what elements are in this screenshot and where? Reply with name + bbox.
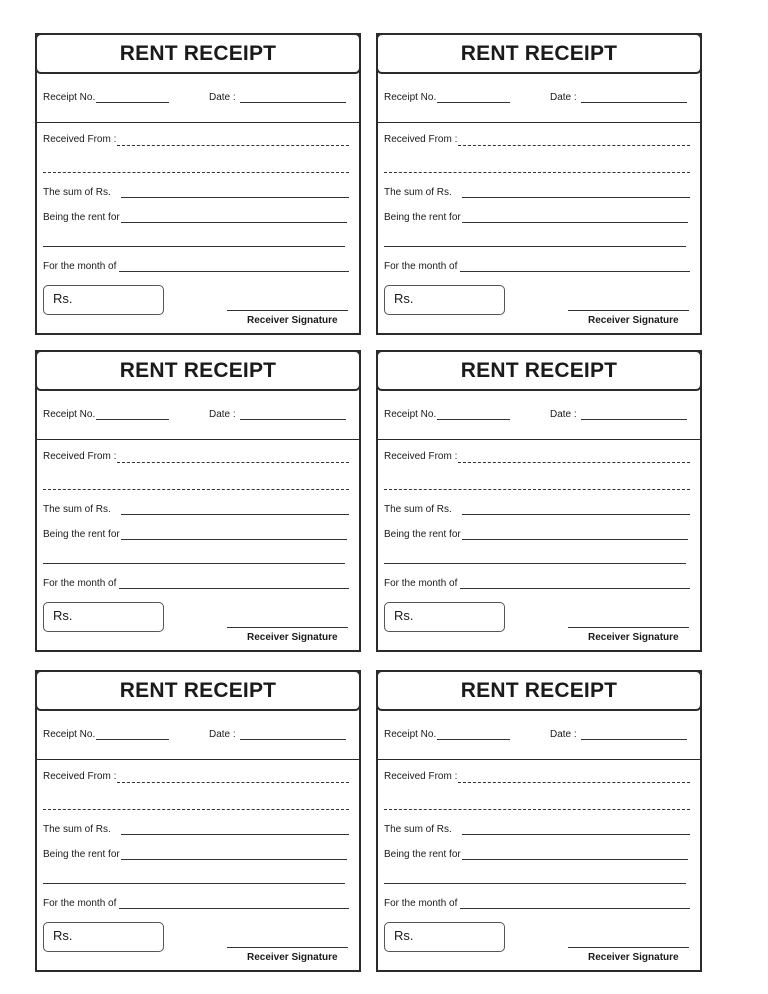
date-label: Date : <box>550 729 577 740</box>
receipt-no-label: Receipt No. <box>43 409 96 420</box>
received-from-label: Received From : <box>384 771 458 782</box>
month-label: For the month of <box>384 578 458 589</box>
receipt-no-label: Receipt No. <box>43 729 96 740</box>
rent-receipt <box>35 350 361 652</box>
amount-box[interactable]: Rs. <box>43 922 164 952</box>
sum-label: The sum of Rs. <box>384 504 452 515</box>
date-field[interactable] <box>240 419 346 420</box>
rent-for-field[interactable] <box>462 539 688 540</box>
receipt-title: RENT RECEIPT <box>376 33 702 74</box>
signature-label: Receiver Signature <box>588 315 679 326</box>
date-field[interactable] <box>581 102 687 103</box>
receipt-no-label: Receipt No. <box>43 92 96 103</box>
received-from-label: Received From : <box>43 771 117 782</box>
month-label: For the month of <box>384 898 458 909</box>
rent-for-field-continued[interactable] <box>384 563 686 564</box>
received-from-field-continued[interactable] <box>384 172 690 173</box>
month-field[interactable] <box>460 908 690 909</box>
rent-for-field-continued[interactable] <box>43 883 345 884</box>
rent-for-field[interactable] <box>121 539 347 540</box>
received-from-label: Received From : <box>384 134 458 145</box>
sum-field[interactable] <box>462 197 690 198</box>
sum-field[interactable] <box>121 834 349 835</box>
received-from-field-continued[interactable] <box>384 809 690 810</box>
date-label: Date : <box>209 729 236 740</box>
received-from-label: Received From : <box>43 134 117 145</box>
month-label: For the month of <box>43 898 117 909</box>
rent-for-field-continued[interactable] <box>43 563 345 564</box>
receipt-no-field[interactable] <box>96 739 169 740</box>
date-field[interactable] <box>581 419 687 420</box>
signature-line[interactable] <box>227 627 348 628</box>
received-from-field[interactable] <box>458 462 690 463</box>
section-divider <box>37 439 359 440</box>
date-label: Date : <box>209 92 236 103</box>
signature-line[interactable] <box>227 310 348 311</box>
sum-field[interactable] <box>121 197 349 198</box>
month-label: For the month of <box>43 261 117 272</box>
received-from-field[interactable] <box>117 462 349 463</box>
receipt-no-field[interactable] <box>96 102 169 103</box>
received-from-field[interactable] <box>458 145 690 146</box>
sum-label: The sum of Rs. <box>43 824 111 835</box>
section-divider <box>37 759 359 760</box>
section-divider <box>378 122 700 123</box>
amount-box[interactable]: Rs. <box>384 285 505 315</box>
received-from-field-continued[interactable] <box>384 489 690 490</box>
rent-for-label: Being the rent for <box>43 212 120 223</box>
received-from-label: Received From : <box>384 451 458 462</box>
month-field[interactable] <box>460 588 690 589</box>
rent-for-label: Being the rent for <box>43 529 120 540</box>
section-divider <box>378 759 700 760</box>
signature-line[interactable] <box>568 627 689 628</box>
rent-for-field[interactable] <box>462 859 688 860</box>
signature-line[interactable] <box>568 310 689 311</box>
month-field[interactable] <box>460 271 690 272</box>
date-field[interactable] <box>581 739 687 740</box>
rent-for-label: Being the rent for <box>384 529 461 540</box>
rent-for-label: Being the rent for <box>384 849 461 860</box>
receipt-title: RENT RECEIPT <box>35 33 361 74</box>
sum-label: The sum of Rs. <box>43 187 111 198</box>
month-field[interactable] <box>119 908 349 909</box>
sum-field[interactable] <box>462 834 690 835</box>
receipt-no-label: Receipt No. <box>384 729 437 740</box>
amount-box[interactable]: Rs. <box>384 922 505 952</box>
signature-line[interactable] <box>568 947 689 948</box>
date-field[interactable] <box>240 739 346 740</box>
amount-box[interactable]: Rs. <box>43 285 164 315</box>
signature-label: Receiver Signature <box>247 632 338 643</box>
signature-label: Receiver Signature <box>588 632 679 643</box>
rent-for-field[interactable] <box>121 222 347 223</box>
receipt-title: RENT RECEIPT <box>376 350 702 391</box>
receipt-title: RENT RECEIPT <box>376 670 702 711</box>
receipt-no-field[interactable] <box>437 102 510 103</box>
received-from-label: Received From : <box>43 451 117 462</box>
month-label: For the month of <box>384 261 458 272</box>
date-label: Date : <box>550 409 577 420</box>
rent-receipt <box>376 350 702 652</box>
rent-receipt <box>35 670 361 972</box>
amount-box[interactable]: Rs. <box>43 602 164 632</box>
rent-for-field-continued[interactable] <box>384 246 686 247</box>
received-from-field[interactable] <box>117 782 349 783</box>
rent-receipt <box>376 670 702 972</box>
rent-for-field-continued[interactable] <box>43 246 345 247</box>
date-field[interactable] <box>240 102 346 103</box>
received-from-field-continued[interactable] <box>43 809 349 810</box>
sum-label: The sum of Rs. <box>384 824 452 835</box>
month-field[interactable] <box>119 271 349 272</box>
section-divider <box>378 439 700 440</box>
signature-label: Receiver Signature <box>247 315 338 326</box>
sum-label: The sum of Rs. <box>43 504 111 515</box>
received-from-field[interactable] <box>458 782 690 783</box>
receipt-title: RENT RECEIPT <box>35 670 361 711</box>
rent-for-field[interactable] <box>462 222 688 223</box>
received-from-field-continued[interactable] <box>43 172 349 173</box>
amount-box[interactable]: Rs. <box>384 602 505 632</box>
sum-field[interactable] <box>121 514 349 515</box>
receipt-no-label: Receipt No. <box>384 409 437 420</box>
month-label: For the month of <box>43 578 117 589</box>
receipt-no-field[interactable] <box>437 739 510 740</box>
receipt-no-label: Receipt No. <box>384 92 437 103</box>
rent-for-label: Being the rent for <box>384 212 461 223</box>
sum-label: The sum of Rs. <box>384 187 452 198</box>
rent-for-label: Being the rent for <box>43 849 120 860</box>
date-label: Date : <box>550 92 577 103</box>
rent-for-field-continued[interactable] <box>384 883 686 884</box>
rent-for-field[interactable] <box>121 859 347 860</box>
receipt-title: RENT RECEIPT <box>35 350 361 391</box>
month-field[interactable] <box>119 588 349 589</box>
receipt-no-field[interactable] <box>437 419 510 420</box>
receipt-no-field[interactable] <box>96 419 169 420</box>
section-divider <box>37 122 359 123</box>
rent-receipt <box>35 33 361 335</box>
received-from-field[interactable] <box>117 145 349 146</box>
received-from-field-continued[interactable] <box>43 489 349 490</box>
signature-line[interactable] <box>227 947 348 948</box>
date-label: Date : <box>209 409 236 420</box>
signature-label: Receiver Signature <box>247 952 338 963</box>
sum-field[interactable] <box>462 514 690 515</box>
signature-label: Receiver Signature <box>588 952 679 963</box>
rent-receipt <box>376 33 702 335</box>
